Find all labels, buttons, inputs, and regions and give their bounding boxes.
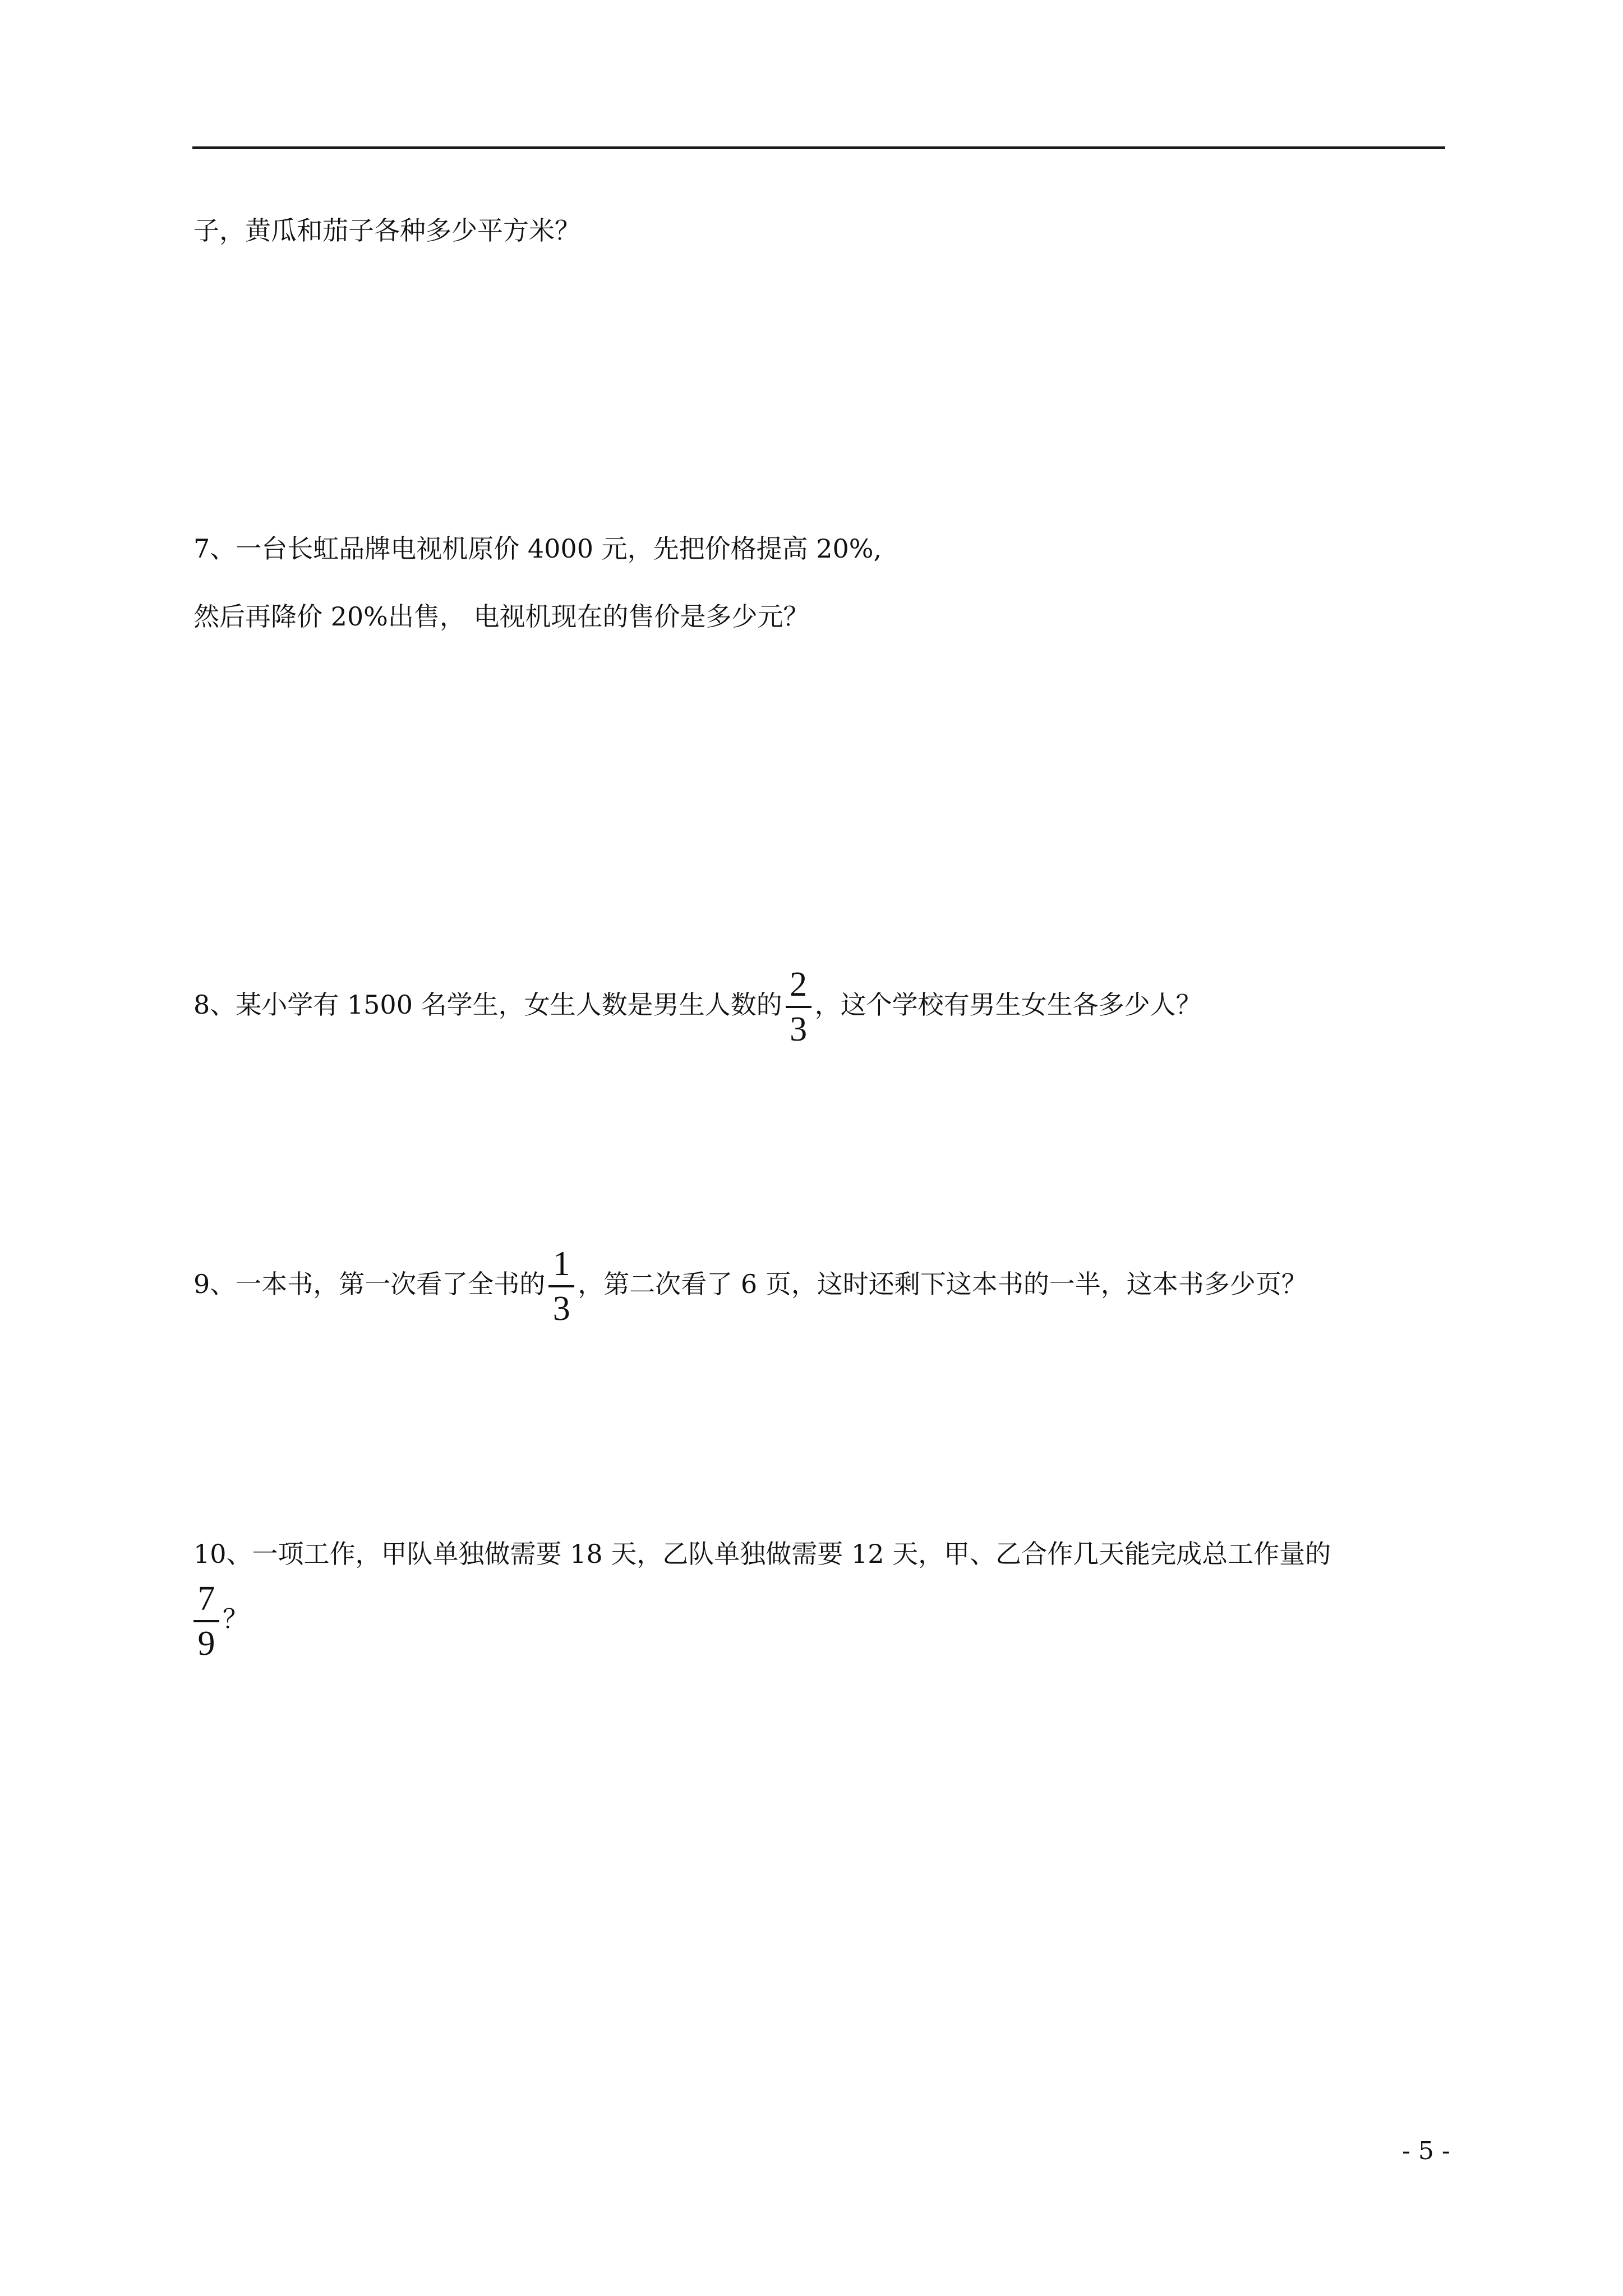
problem-10-line-2: [193, 1581, 248, 1662]
fraction-numerator: 2: [790, 965, 808, 1004]
fraction-numerator: 7: [197, 1580, 215, 1618]
problem-8-text-before: 8、某小学有 1500 名学生，女生人数是男生人数的: [193, 990, 782, 1020]
fraction-bar: [786, 1006, 811, 1008]
fraction-numerator: 1: [552, 1245, 570, 1283]
problem-10-fraction: [193, 1581, 219, 1662]
problem-6-continuation: 子，黄瓜和茄子各种多少平方米？: [193, 215, 580, 246]
fraction-denominator: 3: [790, 1010, 808, 1048]
problem-8: [193, 967, 1202, 1047]
problem-8-text-after: ，这个学校有男生女生各多少人？: [814, 990, 1202, 1020]
problem-8-fraction: [786, 967, 811, 1047]
problem-10-text-after: ？: [223, 1604, 248, 1634]
problem-7-line-1: 7、一台长虹品牌电视机原价 4000 元，先把价格提高 20%,: [193, 533, 882, 564]
problem-9: [193, 1246, 1307, 1327]
problem-9-fraction: [548, 1246, 574, 1327]
fraction-denominator: 3: [552, 1290, 570, 1328]
problem-10-line-1: 10、一项工作，甲队单独做需要 18 天，乙队单独做需要 12 天，甲、乙合作几天能完成总工作量的: [193, 1539, 1331, 1569]
problem-9-text-after: ，第二次看了 6 页，这时还剩下这本书的一半，这本书多少页？: [578, 1269, 1307, 1299]
fraction-bar: [548, 1285, 574, 1287]
problem-9-text-before: 9、一本书，第一次看了全书的: [193, 1269, 546, 1299]
fraction-bar: [193, 1620, 219, 1622]
problem-7-line-2: 然后再降价 20%出售， 电视机现在的售价是多少元？: [193, 601, 809, 632]
header-rule: [192, 146, 1445, 149]
fraction-denominator: 9: [197, 1625, 215, 1663]
page-number: - 5 -: [1402, 2137, 1450, 2165]
